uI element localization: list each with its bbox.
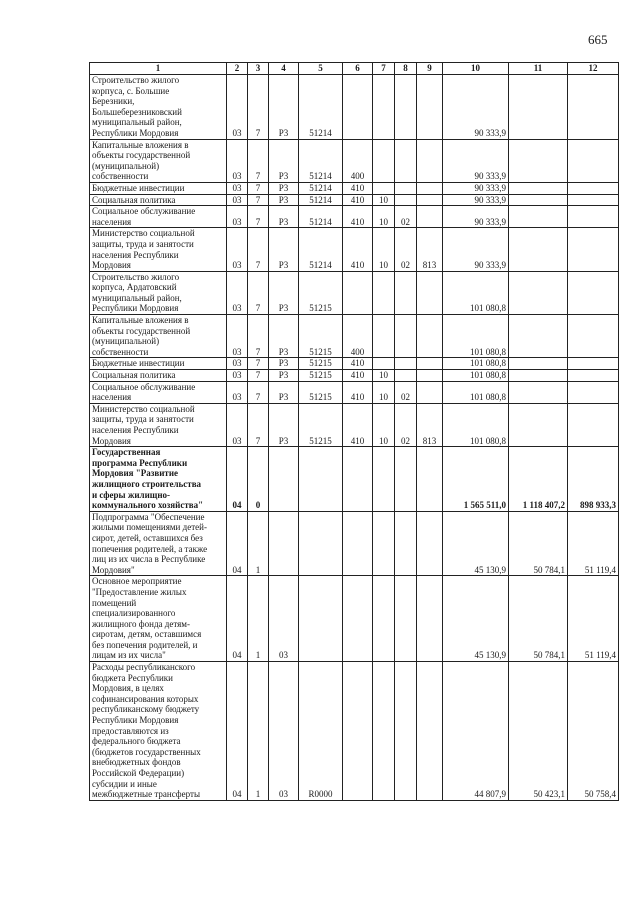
row-name-line: муниципальный район, xyxy=(92,292,182,303)
cell-col-2: 03 xyxy=(227,271,248,314)
row-name-line: Капитальные вложения в xyxy=(92,139,189,150)
cell-col-7 xyxy=(373,662,395,801)
row-name-cell xyxy=(90,358,227,370)
cell-col-12: 50 758,4 xyxy=(568,662,619,801)
cell-col-4: Р3 xyxy=(269,75,299,140)
cell-col-11: 1 118 407,2 xyxy=(509,447,568,512)
row-name-line: Мордовия, в целях xyxy=(92,683,164,694)
cell-col-2: 03 xyxy=(227,315,248,358)
cell-col-10: 101 080,8 xyxy=(443,358,509,370)
row-name-cell xyxy=(90,182,227,194)
row-name-line: Социальная политика xyxy=(92,370,176,381)
cell-col-4: Р3 xyxy=(269,139,299,182)
cell-col-12 xyxy=(568,315,619,358)
cell-col-2: 04 xyxy=(227,447,248,512)
row-name-line: Строительство жилого xyxy=(92,75,180,85)
row-name-line: Российской Федерации) xyxy=(92,768,185,778)
row-name-line: Республики Мордовия xyxy=(92,715,179,726)
cell-col-8: 02 xyxy=(395,206,417,228)
row-name-line: Расходы республиканского xyxy=(92,662,196,673)
row-name-line: объекты государственной xyxy=(92,325,191,336)
row-name-line: Строительство жилого xyxy=(92,271,180,282)
table-row xyxy=(90,370,619,382)
row-name-line: жилищного фонда детям- xyxy=(92,618,190,629)
cell-col-8 xyxy=(395,194,417,206)
row-name-cell xyxy=(90,271,227,314)
cell-col-7 xyxy=(373,511,395,576)
row-name-line: субсидии и иные xyxy=(92,778,157,789)
cell-col-8: 02 xyxy=(395,403,417,446)
cell-col-3: 7 xyxy=(248,403,269,446)
cell-col-9 xyxy=(417,381,443,403)
cell-col-11: 50 784,1 xyxy=(509,576,568,662)
cell-col-4 xyxy=(269,511,299,576)
cell-col-10: 90 333,9 xyxy=(443,182,509,194)
cell-col-4: Р3 xyxy=(269,403,299,446)
cell-col-2: 04 xyxy=(227,576,248,662)
cell-col-12 xyxy=(568,206,619,228)
row-name-line: Капитальные вложения в xyxy=(92,315,189,326)
row-name-line: программа Республики xyxy=(92,457,188,468)
cell-col-11 xyxy=(509,358,568,370)
cell-col-7: 10 xyxy=(373,381,395,403)
cell-col-3: 7 xyxy=(248,358,269,370)
cell-col-3: 7 xyxy=(248,139,269,182)
cell-col-6: 400 xyxy=(343,139,373,182)
cell-col-2: 03 xyxy=(227,75,248,140)
cell-col-12: 898 933,3 xyxy=(568,447,619,512)
cell-col-2: 03 xyxy=(227,370,248,382)
cell-col-3: 1 xyxy=(248,576,269,662)
cell-col-9 xyxy=(417,370,443,382)
cell-col-3: 7 xyxy=(248,182,269,194)
cell-col-10: 90 333,9 xyxy=(443,139,509,182)
column-header-2: 2 xyxy=(227,63,248,75)
table-row xyxy=(90,182,619,194)
cell-col-3: 7 xyxy=(248,75,269,140)
cell-col-11 xyxy=(509,182,568,194)
column-header-6: 6 xyxy=(343,63,373,75)
cell-col-5: 51214 xyxy=(299,182,343,194)
cell-col-7: 10 xyxy=(373,206,395,228)
cell-col-3: 0 xyxy=(248,447,269,512)
cell-col-10: 101 080,8 xyxy=(443,370,509,382)
row-name-line: бюджета Республики xyxy=(92,672,173,683)
cell-col-10: 90 333,9 xyxy=(443,228,509,271)
cell-col-4: Р3 xyxy=(269,370,299,382)
cell-col-5 xyxy=(299,511,343,576)
row-name-line: населения xyxy=(92,216,132,227)
cell-col-12 xyxy=(568,271,619,314)
row-name-line: (бюджетов государственных xyxy=(92,746,201,757)
row-name-line: населения xyxy=(92,392,132,403)
cell-col-3: 7 xyxy=(248,206,269,228)
table-row xyxy=(90,381,619,403)
cell-col-12 xyxy=(568,358,619,370)
cell-col-7: 10 xyxy=(373,194,395,206)
row-name-line: специализированного xyxy=(92,608,176,619)
cell-col-11 xyxy=(509,315,568,358)
cell-col-6 xyxy=(343,511,373,576)
cell-col-11 xyxy=(509,194,568,206)
cell-col-4: 03 xyxy=(269,662,299,801)
row-name-line: собственности xyxy=(92,346,149,357)
cell-col-5: 51214 xyxy=(299,75,343,140)
cell-col-8 xyxy=(395,662,417,801)
cell-col-4: Р3 xyxy=(269,315,299,358)
row-name-line: Мордовия xyxy=(92,435,131,446)
cell-col-2: 03 xyxy=(227,194,248,206)
row-name-cell xyxy=(90,662,227,801)
cell-col-5 xyxy=(299,447,343,512)
row-name-line: Социальная политика xyxy=(92,194,176,205)
table-row xyxy=(90,403,619,446)
cell-col-10: 44 807,9 xyxy=(443,662,509,801)
row-name-line: Социальное обслуживание xyxy=(92,206,196,217)
column-header-3: 3 xyxy=(248,63,269,75)
cell-col-8 xyxy=(395,511,417,576)
cell-col-9 xyxy=(417,182,443,194)
cell-col-2: 03 xyxy=(227,139,248,182)
cell-col-4: Р3 xyxy=(269,182,299,194)
cell-col-2: 04 xyxy=(227,511,248,576)
cell-col-2: 03 xyxy=(227,206,248,228)
page-number: 665 xyxy=(588,32,608,47)
cell-col-11 xyxy=(509,228,568,271)
cell-col-7: 10 xyxy=(373,228,395,271)
cell-col-3: 7 xyxy=(248,194,269,206)
cell-col-6: 410 xyxy=(343,381,373,403)
column-header-7: 7 xyxy=(373,63,395,75)
row-name-line: защиты, труда и занятости xyxy=(92,414,194,425)
row-name-line: Министерство социальной xyxy=(92,403,195,414)
row-name-line: Большеберезниковский xyxy=(92,106,182,117)
row-name-line: помещений xyxy=(92,597,137,608)
cell-col-9 xyxy=(417,662,443,801)
cell-col-7 xyxy=(373,315,395,358)
cell-col-2: 04 xyxy=(227,662,248,801)
cell-col-4 xyxy=(269,447,299,512)
cell-col-9 xyxy=(417,75,443,140)
cell-col-9 xyxy=(417,358,443,370)
row-name-line: межбюджетные трансферты xyxy=(92,789,200,800)
row-name-line: Мордовия "Развитие xyxy=(92,468,179,479)
row-name-line: попечения родителей, а также xyxy=(92,543,208,554)
cell-col-5: 51215 xyxy=(299,381,343,403)
row-name-cell xyxy=(90,194,227,206)
cell-col-12 xyxy=(568,228,619,271)
row-name-line: жилыми помещениями детей- xyxy=(92,522,207,533)
table-row xyxy=(90,576,619,662)
cell-col-5: 51214 xyxy=(299,194,343,206)
row-name-line: Республики Мордовия xyxy=(92,303,179,314)
table-row xyxy=(90,139,619,182)
budget-table xyxy=(89,62,619,801)
cell-col-4: Р3 xyxy=(269,271,299,314)
cell-col-8 xyxy=(395,182,417,194)
cell-col-10: 45 130,9 xyxy=(443,511,509,576)
row-name-cell xyxy=(90,206,227,228)
cell-col-4: Р3 xyxy=(269,358,299,370)
row-name-cell xyxy=(90,315,227,358)
cell-col-11: 50 423,1 xyxy=(509,662,568,801)
cell-col-5: 51214 xyxy=(299,139,343,182)
row-name-line: лиц из их числа в Республике xyxy=(92,554,206,565)
cell-col-7 xyxy=(373,447,395,512)
cell-col-10: 1 565 511,0 xyxy=(443,447,509,512)
row-name-line: Березники, xyxy=(92,96,135,107)
cell-col-3: 7 xyxy=(248,315,269,358)
cell-col-6: 400 xyxy=(343,315,373,358)
cell-col-6: 410 xyxy=(343,206,373,228)
row-name-line: Бюджетные инвестиции xyxy=(92,358,185,369)
row-name-line: лицам из их числа" xyxy=(92,650,166,661)
cell-col-5: R0000 xyxy=(299,662,343,801)
cell-col-6: 410 xyxy=(343,358,373,370)
cell-col-9 xyxy=(417,271,443,314)
cell-col-6: 410 xyxy=(343,403,373,446)
cell-col-11 xyxy=(509,403,568,446)
row-name-line: коммунального хозяйства" xyxy=(92,500,204,511)
column-header-1: 1 xyxy=(90,63,227,75)
cell-col-3: 7 xyxy=(248,381,269,403)
cell-col-7 xyxy=(373,271,395,314)
cell-col-9 xyxy=(417,315,443,358)
cell-col-8 xyxy=(395,576,417,662)
cell-col-9 xyxy=(417,206,443,228)
cell-col-3: 1 xyxy=(248,511,269,576)
cell-col-7 xyxy=(373,358,395,370)
cell-col-12 xyxy=(568,75,619,140)
row-name-line: без попечения родителей, и xyxy=(92,639,198,650)
row-name-line: населения Республики xyxy=(92,425,179,435)
table-row xyxy=(90,206,619,228)
table-row xyxy=(90,315,619,358)
table-row xyxy=(90,511,619,576)
row-name-cell xyxy=(90,447,227,512)
cell-col-6: 410 xyxy=(343,194,373,206)
cell-col-3: 1 xyxy=(248,662,269,801)
cell-col-5: 51215 xyxy=(299,370,343,382)
row-name-cell xyxy=(90,75,227,140)
cell-col-6 xyxy=(343,75,373,140)
cell-col-8: 02 xyxy=(395,381,417,403)
cell-col-10: 90 333,9 xyxy=(443,194,509,206)
cell-col-4: 03 xyxy=(269,576,299,662)
cell-col-2: 03 xyxy=(227,182,248,194)
row-name-cell xyxy=(90,576,227,662)
row-name-line: Государственная xyxy=(92,447,161,458)
cell-col-9 xyxy=(417,511,443,576)
cell-col-7: 10 xyxy=(373,403,395,446)
row-name-line: сирот, детей, оставшихся без xyxy=(92,532,203,543)
cell-col-12 xyxy=(568,139,619,182)
cell-col-12: 51 119,4 xyxy=(568,576,619,662)
cell-col-8 xyxy=(395,139,417,182)
cell-col-5: 51215 xyxy=(299,271,343,314)
row-name-line: федерального бюджета xyxy=(92,736,181,747)
cell-col-2: 03 xyxy=(227,381,248,403)
table-row xyxy=(90,447,619,512)
row-name-line: защиты, труда и занятости xyxy=(92,238,194,249)
cell-col-2: 03 xyxy=(227,228,248,271)
cell-col-10: 101 080,8 xyxy=(443,271,509,314)
row-name-line: внебюджетных фондов xyxy=(92,757,181,768)
cell-col-6 xyxy=(343,271,373,314)
column-header-8: 8 xyxy=(395,63,417,75)
row-name-line: Мордовия" xyxy=(92,564,135,575)
row-name-line: республиканскому бюджету xyxy=(92,704,200,715)
column-header-11: 11 xyxy=(509,63,568,75)
table-row xyxy=(90,75,619,140)
cell-col-8 xyxy=(395,370,417,382)
column-header-10: 10 xyxy=(443,63,509,75)
row-name-line: Подпрограмма "Обеспечение xyxy=(92,511,205,522)
cell-col-8 xyxy=(395,75,417,140)
row-name-line: Мордовия xyxy=(92,260,131,271)
cell-col-12 xyxy=(568,403,619,446)
row-name-line: объекты государственной xyxy=(92,150,191,161)
cell-col-9: 813 xyxy=(417,228,443,271)
row-name-line: корпуса, с. Большие xyxy=(92,85,170,96)
cell-col-11 xyxy=(509,381,568,403)
row-name-line: Основное мероприятие xyxy=(92,576,182,587)
row-name-line: сиротам, детям, оставшимся xyxy=(92,629,202,640)
cell-col-5: 51215 xyxy=(299,315,343,358)
row-name-line: собственности xyxy=(92,171,149,182)
cell-col-8 xyxy=(395,447,417,512)
row-name-line: (муниципальной) xyxy=(92,336,160,347)
row-name-cell xyxy=(90,139,227,182)
cell-col-7 xyxy=(373,182,395,194)
cell-col-10: 45 130,9 xyxy=(443,576,509,662)
cell-col-7 xyxy=(373,576,395,662)
cell-col-7 xyxy=(373,139,395,182)
column-header-5: 5 xyxy=(299,63,343,75)
cell-col-3: 7 xyxy=(248,370,269,382)
row-name-line: "Предоставление жилых xyxy=(92,586,187,597)
cell-col-3: 7 xyxy=(248,228,269,271)
cell-col-10: 101 080,8 xyxy=(443,381,509,403)
cell-col-5: 51215 xyxy=(299,403,343,446)
row-name-cell xyxy=(90,370,227,382)
row-name-line: корпуса, Ардатовский xyxy=(92,282,177,293)
row-name-line: жилищного строительства xyxy=(92,478,202,489)
row-name-line: Министерство социальной xyxy=(92,228,195,239)
cell-col-11 xyxy=(509,271,568,314)
header-row xyxy=(90,63,619,75)
row-name-line: Социальное обслуживание xyxy=(92,381,196,392)
cell-col-12: 51 119,4 xyxy=(568,511,619,576)
cell-col-12 xyxy=(568,381,619,403)
cell-col-7 xyxy=(373,75,395,140)
table-row xyxy=(90,271,619,314)
row-name-cell xyxy=(90,403,227,446)
cell-col-2: 03 xyxy=(227,358,248,370)
cell-col-6 xyxy=(343,576,373,662)
cell-col-8 xyxy=(395,358,417,370)
cell-col-6 xyxy=(343,447,373,512)
row-name-cell xyxy=(90,511,227,576)
cell-col-12 xyxy=(568,182,619,194)
cell-col-10: 101 080,8 xyxy=(443,403,509,446)
cell-col-6: 410 xyxy=(343,228,373,271)
cell-col-9: 813 xyxy=(417,403,443,446)
cell-col-11: 50 784,1 xyxy=(509,511,568,576)
row-name-line: Бюджетные инвестиции xyxy=(92,182,185,193)
cell-col-10: 90 333,9 xyxy=(443,206,509,228)
row-name-line: Республики Мордовия xyxy=(92,127,179,138)
cell-col-9 xyxy=(417,576,443,662)
cell-col-5 xyxy=(299,576,343,662)
table-row xyxy=(90,194,619,206)
cell-col-7: 10 xyxy=(373,370,395,382)
cell-col-8: 02 xyxy=(395,228,417,271)
cell-col-9 xyxy=(417,447,443,512)
cell-col-11 xyxy=(509,370,568,382)
row-name-line: и сферы жилищно- xyxy=(92,489,171,500)
cell-col-6: 410 xyxy=(343,370,373,382)
row-name-line: (муниципальной) xyxy=(92,160,160,171)
cell-col-4: Р3 xyxy=(269,228,299,271)
cell-col-9 xyxy=(417,139,443,182)
row-name-cell xyxy=(90,381,227,403)
table-row xyxy=(90,662,619,801)
row-name-line: муниципальный район, xyxy=(92,117,182,128)
row-name-cell xyxy=(90,228,227,271)
cell-col-2: 03 xyxy=(227,403,248,446)
cell-col-6 xyxy=(343,662,373,801)
column-header-9: 9 xyxy=(417,63,443,75)
table-row xyxy=(90,228,619,271)
cell-col-4: Р3 xyxy=(269,194,299,206)
cell-col-6: 410 xyxy=(343,182,373,194)
cell-col-11 xyxy=(509,75,568,140)
row-name-line: предоставляются из xyxy=(92,725,169,736)
cell-col-5: 51215 xyxy=(299,358,343,370)
column-header-12: 12 xyxy=(568,63,619,75)
cell-col-5: 51214 xyxy=(299,228,343,271)
cell-col-11 xyxy=(509,206,568,228)
cell-col-9 xyxy=(417,194,443,206)
cell-col-4: Р3 xyxy=(269,381,299,403)
cell-col-4: Р3 xyxy=(269,206,299,228)
cell-col-10: 90 333,9 xyxy=(443,75,509,140)
row-name-line: населения Республики xyxy=(92,249,179,260)
table-row xyxy=(90,358,619,370)
cell-col-8 xyxy=(395,271,417,314)
cell-col-5: 51214 xyxy=(299,206,343,228)
cell-col-12 xyxy=(568,370,619,382)
cell-col-11 xyxy=(509,139,568,182)
column-header-4: 4 xyxy=(269,63,299,75)
cell-col-3: 7 xyxy=(248,271,269,314)
cell-col-10: 101 080,8 xyxy=(443,315,509,358)
cell-col-8 xyxy=(395,315,417,358)
row-name-line: софинансирования которых xyxy=(92,693,199,704)
cell-col-12 xyxy=(568,194,619,206)
